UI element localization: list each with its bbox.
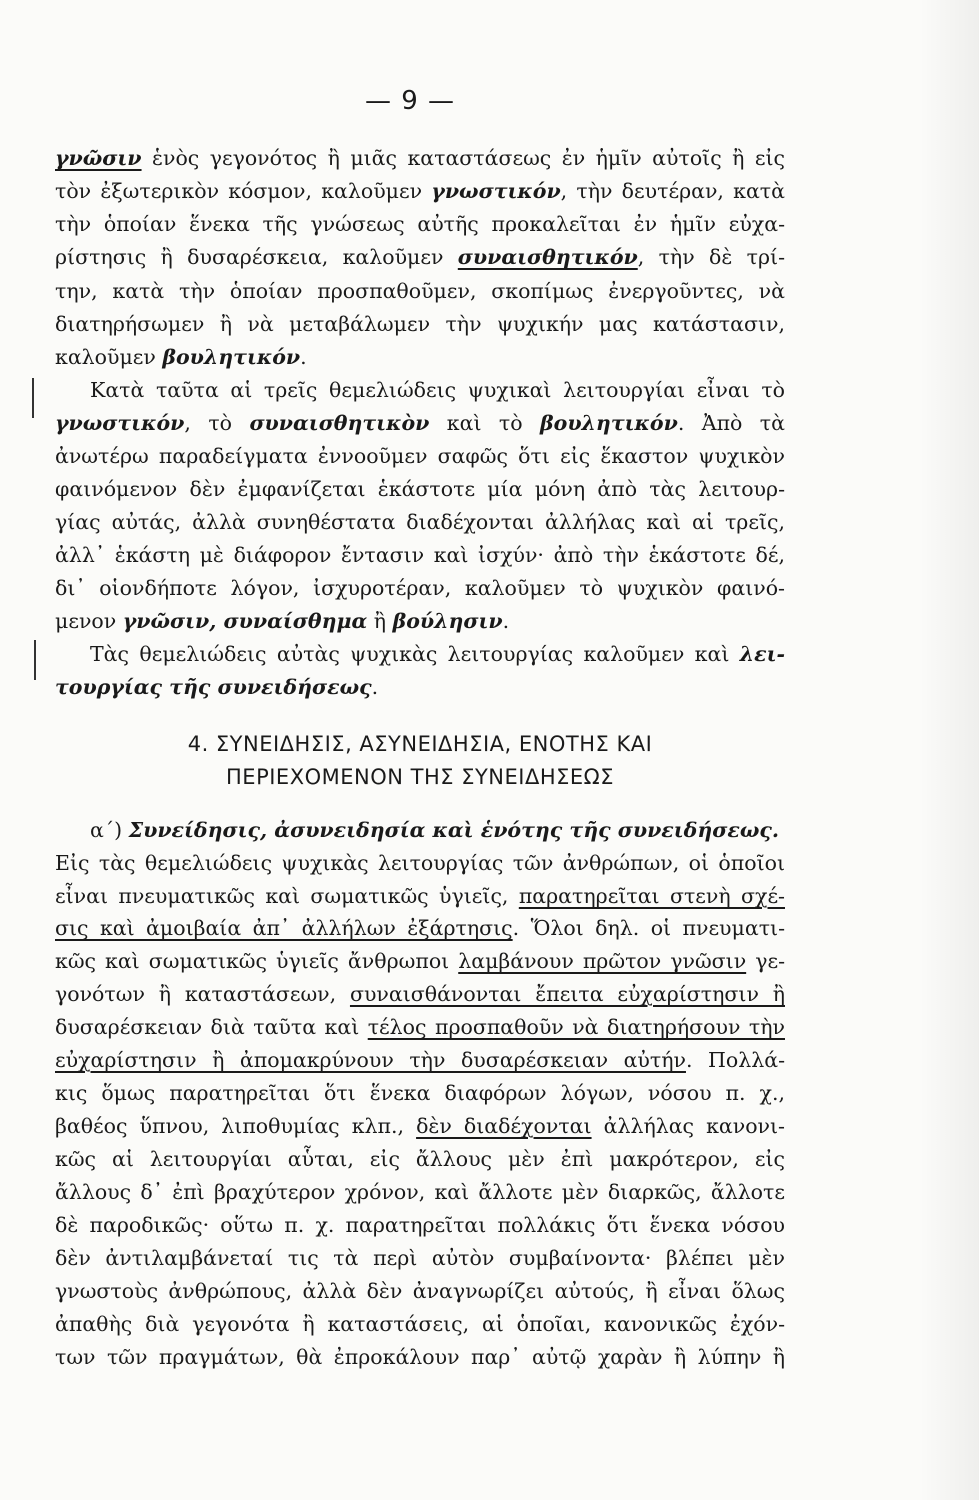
text-line: κῶς αἱ λειτουργίαι αὗται, εἰς ἄλλους μὲν ἐπὶ μακρότερον, εἰς [55,1147,785,1171]
text-line: ἄλλους δ᾽ ἐπὶ βραχύτερον χρόνον, καὶ ἄλλοτε μὲν διαρκῶς, ἄλλοτε [55,1180,785,1204]
text-line: βαθέος ὕπνου, λιποθυμίας κλπ., δὲν διαδέχονται ἀλλήλας κανονι- [55,1114,785,1138]
text-line: Τὰς θεμελιώδεις αὐτὰς ψυχικὰς λειτουργίας καλοῦμεν καὶ λει- [90,642,785,666]
text-line: εἶναι πνευματικῶς καὶ σωματικῶς ὑγιεῖς, παρατηρεῖται στενὴ σχέ- [55,884,785,908]
text-line: τὴν ὁποίαν ἕνεκα τῆς γνώσεως αὐτῆς προκαλεῖται ἐν ἡμῖν εὐχα- [55,212,785,236]
text-line: κις ὅμως παρατηρεῖται ὅτι ἕνεκα διαφόρων λόγων, νόσου π. χ., [55,1081,785,1105]
text-line: την, κατὰ τὴν ὁποίαν προσπαθοῦμεν, σκοπίμως ἐνεργοῦντες, νὰ [55,279,785,303]
section-heading-line-2: ΠΕΡΙΕΧΟΜΕΝΟΝ ΤΗΣ ΣΥΝΕΙΔΗΣΕΩΣ [226,765,614,789]
text-line: δυσαρέσκειαν διὰ ταῦτα καὶ τέλος προσπαθοῦν νὰ διατηρήσουν τὴν [55,1015,785,1039]
section-heading-line-1: 4. ΣΥΝΕΙΔΗΣΙΣ, ΑΣΥΝΕΙΔΗΣΙΑ, ΕΝΟΤΗΣ ΚΑΙ [187,732,653,756]
margin-pencil-mark [32,378,34,418]
margin-pencil-mark [34,640,36,680]
subsection-heading: α΄) Συνείδησις, ἀσυνειδησία καὶ ἑνότης τῆς συνειδήσεως. [90,818,779,842]
text-line: καλοῦμεν βουλητικόν. [55,345,307,369]
text-line: των τῶν πραγμάτων, θὰ ἐπροκάλουν παρ᾽ αὐτῷ χαρὰν ἢ λύπην ἢ [55,1345,785,1369]
text-line: ἀπαθὴς διὰ γεγονότα ἢ καταστάσεις, αἱ ὁποῖαι, κανονικῶς ἐχόν- [55,1312,785,1336]
text-line: διατηρήσωμεν ἢ νὰ μεταβάλωμεν τὴν ψυχικήν μας κατάστασιν, [55,312,785,336]
text-line: εὐχαρίστησιν ἢ ἀπομακρύνουν τὴν δυσαρέσκειαν αὐτήν. Πολλά- [55,1048,785,1072]
text-line: Κατὰ ταῦτα αἱ τρεῖς θεμελιώδεις ψυχικαὶ λειτουργίαι εἶναι τὸ [90,378,785,402]
text-line: φαινόμενον δὲν ἐμφανίζεται ἑκάστοτε μία μόνη ἀπὸ τὰς λειτουρ- [55,477,785,501]
text-line: μενον γνῶσιν, συναίσθημα ἢ βούλησιν. [55,609,510,633]
text-line: ἀλλ᾽ ἑκάστη μὲ διάφορον ἔντασιν καὶ ἰσχύν· ἀπὸ τὴν ἑκάστοτε δέ, [55,543,785,567]
text-line: δι᾽ οἱονδήποτε λόγον, ἰσχυροτέραν, καλοῦμεν τὸ ψυχικὸν φαινό- [55,576,785,600]
text-line: Εἰς τὰς θεμελιώδεις ψυχικὰς λειτουργίας τῶν ἀνθρώπων, οἱ ὁποῖοι [55,851,785,875]
text-line: τουργίας τῆς συνειδήσεως. [55,675,379,699]
text-line: γνωστικόν, τὸ συναισθητικὸν καὶ τὸ βουλητικόν. Ἀπὸ τὰ [55,411,785,435]
page-number: — 9 — [364,86,456,116]
text-line: δὲ παροδικῶς· οὕτω π. χ. παρατηρεῖται πολλάκις ὅτι ἕνεκα νόσου [55,1213,785,1237]
text-line: γονότων ἢ καταστάσεων, συναισθάνονται ἔπειτα εὐχαρίστησιν ἢ [55,982,785,1006]
text-line: ἀνωτέρω παραδείγματα ἐννοοῦμεν σαφῶς ὅτι εἰς ἕκαστον ψυχικὸν [55,444,785,468]
text-line: κῶς καὶ σωματικῶς ὑγιεῖς ἄνθρωποι λαμβάνουν πρῶτον γνῶσιν γε- [55,949,785,973]
text-line: γνῶσιν ἑνὸς γεγονότος ἢ μιᾶς καταστάσεως ἐν ἡμῖν αὐτοῖς ἢ εἰς [55,146,785,170]
text-line: δὲν ἀντιλαμβάνεταί τις τὰ περὶ αὐτὸν συμβαίνοντα· βλέπει μὲν [55,1246,785,1270]
page-edge-shadow [919,0,979,1500]
text-line: γίας αὐτάς, ἀλλὰ συνηθέστατα διαδέχονται ἀλλήλας καὶ αἱ τρεῖς, [55,510,785,534]
text-line: γνωστοὺς ἀνθρώπους, ἀλλὰ δὲν ἀναγνωρίζει αὐτούς, ἢ εἶναι ὅλως [55,1279,785,1303]
text-line: σις καὶ ἀμοιβαία ἀπ᾽ ἀλλήλων ἐξάρτησις. Ὅλοι δηλ. οἱ πνευματι- [55,916,785,940]
text-line: τὸν ἐξωτερικὸν κόσμον, καλοῦμεν γνωστικόν, τὴν δευτέραν, κατὰ [55,179,785,203]
text-line: ρίστησις ἢ δυσαρέσκεια, καλοῦμεν συναισθητικόν, τὴν δὲ τρί- [55,245,785,269]
